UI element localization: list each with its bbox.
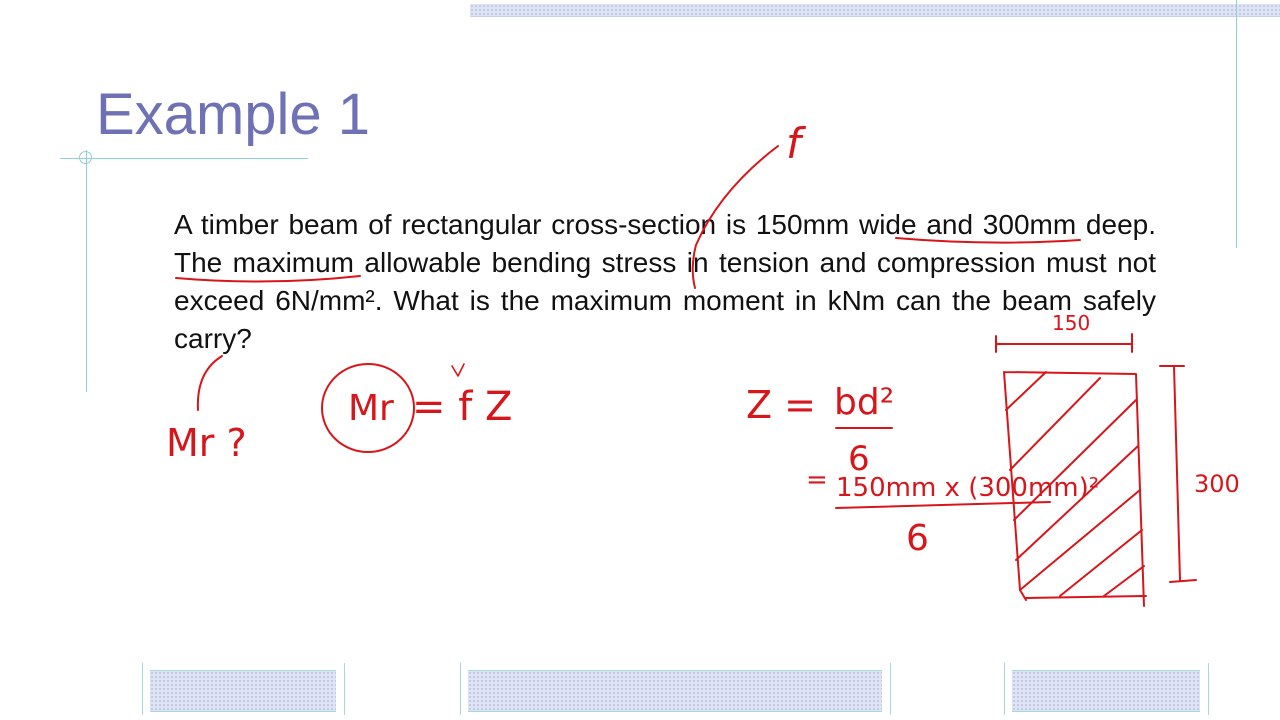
formula-mr: Mr	[348, 388, 394, 429]
bottom-bar-tick	[142, 663, 143, 715]
title-underline-rule	[60, 158, 308, 159]
slide-title: Example 1	[96, 82, 371, 147]
left-vertical-rule	[86, 150, 87, 392]
depth-label: 300	[1194, 470, 1240, 498]
formula-rhs: = f Z	[412, 384, 513, 430]
z-numerator: bd²	[834, 382, 895, 423]
mr-pointer-arc	[198, 356, 222, 410]
mr-circle	[322, 364, 414, 452]
sub-denominator: 6	[906, 518, 929, 559]
f-label: f	[786, 119, 801, 168]
bottom-bar-tick	[344, 663, 345, 715]
rule-crosshair-circle	[79, 151, 92, 164]
problem-statement: A timber beam of rectangular cross-section is 150mm wide and 300mm deep. The maximum allowable bending stress in tension and compression must not exceed 6N/mm². What is the maximum moment in kNm can the beam safely carry?	[174, 209, 1156, 354]
f-check-mark	[452, 364, 464, 376]
sub-equals: =	[806, 465, 828, 495]
top-decorative-bar	[470, 4, 1280, 16]
bottom-bar-tick	[890, 663, 891, 715]
sub-fraction-bar	[836, 502, 1050, 508]
bottom-bar-left	[150, 670, 336, 712]
bottom-bar-tick	[1004, 663, 1005, 715]
bottom-bar-tick	[1208, 663, 1209, 715]
width-label: 150	[1052, 311, 1091, 335]
top-bar-edge	[470, 16, 1280, 17]
bottom-bar-right	[1012, 670, 1200, 712]
beam-rectangle	[1004, 372, 1146, 606]
mr-question-label: Mr ?	[166, 421, 247, 465]
sub-numerator: 150mm x (300mm)²	[836, 473, 1100, 503]
beam-hatching	[1006, 372, 1144, 596]
bottom-bar-tick	[460, 663, 461, 715]
right-vertical-rule	[1236, 0, 1237, 248]
z-label: Z =	[746, 383, 816, 427]
z-denominator: 6	[848, 439, 870, 479]
bottom-bar-middle	[468, 670, 882, 712]
depth-dimension-line	[1160, 366, 1196, 582]
